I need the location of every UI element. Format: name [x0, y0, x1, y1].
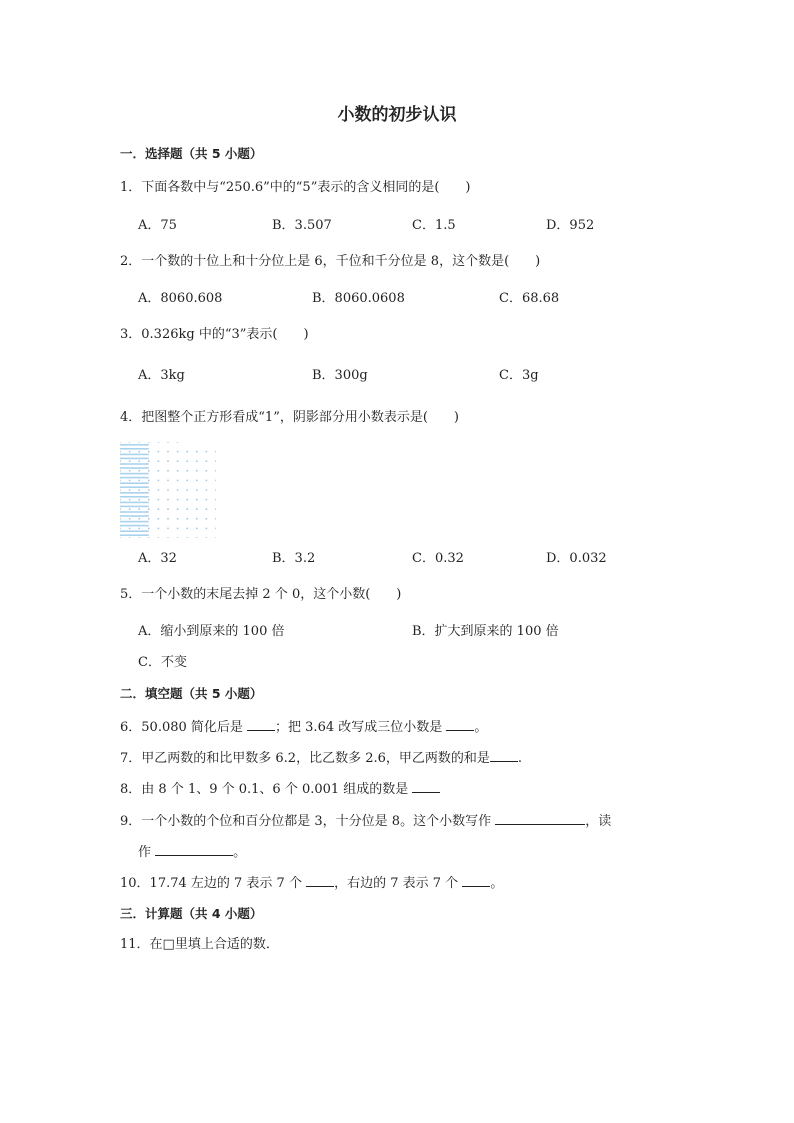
section-heading-calc: 三．计算题（共 4 小题）	[120, 906, 263, 921]
grid-dot	[177, 460, 179, 462]
grid-dot	[138, 508, 140, 510]
grid-dot	[158, 442, 160, 443]
grid-dot	[177, 499, 179, 501]
shaded-stripe	[120, 473, 149, 475]
q5-option-b[interactable]: B．扩大到原来的 100 倍	[412, 624, 559, 639]
grid-dot	[167, 480, 169, 482]
grid-dot	[177, 442, 179, 443]
grid-dot	[206, 499, 208, 501]
grid-dot	[158, 518, 160, 520]
grid-dot	[129, 480, 131, 482]
q9-blank-2[interactable]	[155, 843, 233, 856]
grid-dot	[177, 470, 179, 472]
grid-dot	[196, 460, 198, 462]
q2-option-c[interactable]: C．68.68	[499, 291, 560, 306]
question-2: 2．一个数的十位上和十分位上是 6，千位和千分位是 8，这个数是( )	[120, 254, 541, 269]
grid-dot	[196, 480, 198, 482]
grid-dot	[206, 537, 208, 538]
shaded-stripe	[120, 454, 149, 456]
grid-dot	[148, 499, 150, 501]
question-9	[120, 812, 611, 830]
grid-dot	[129, 499, 131, 501]
grid-dot	[177, 508, 179, 510]
grid-dot	[167, 537, 169, 538]
grid-dot	[186, 537, 188, 538]
shaded-stripe	[120, 492, 149, 494]
q10-blank-2[interactable]	[462, 874, 490, 887]
q10-text-c: 。	[490, 876, 504, 891]
grid-dot	[158, 480, 160, 482]
grid-dot	[177, 489, 179, 491]
q3-option-a[interactable]: A．3kg	[138, 368, 185, 383]
grid-dot	[120, 489, 121, 491]
grid-dot	[167, 470, 169, 472]
grid-dot	[215, 508, 216, 510]
grid-dot	[215, 470, 216, 472]
grid-dot	[167, 499, 169, 501]
q7-blank[interactable]	[490, 749, 518, 762]
question-8	[120, 780, 440, 798]
q10-text-a: 10．17.74 左边的 7 表示 7 个	[120, 876, 307, 891]
grid-dot	[206, 508, 208, 510]
grid-dot	[120, 537, 121, 538]
grid-dot	[138, 499, 140, 501]
grid-dot	[186, 480, 188, 482]
grid-dot	[148, 518, 150, 520]
grid-dot	[129, 451, 131, 453]
grid-dot	[120, 480, 121, 482]
section-heading-choice: 一．选择题（共 5 小题）	[120, 146, 263, 161]
grid-dot	[177, 451, 179, 453]
grid-dot	[158, 470, 160, 472]
q9-text-d: 。	[233, 845, 247, 860]
grid-dot	[186, 470, 188, 472]
grid-dot	[120, 451, 121, 453]
grid-dot	[206, 489, 208, 491]
q6-text-c: 。	[474, 720, 488, 735]
q4-option-c[interactable]: C．0.32	[412, 551, 464, 566]
grid-dot	[148, 470, 150, 472]
q10-blank-1[interactable]	[306, 874, 334, 887]
grid-dot	[158, 460, 160, 462]
grid-dot	[120, 442, 121, 443]
grid-dot	[196, 470, 198, 472]
shaded-stripe	[120, 525, 149, 527]
page-title: 小数的初步认识	[337, 105, 457, 125]
q9-text-a: 9．一个小数的个位和百分位都是 3，十分位是 8。这个小数写作	[120, 814, 496, 829]
q1-option-b[interactable]: B．3.507	[272, 218, 332, 233]
grid-dot	[215, 480, 216, 482]
q2-option-a[interactable]: A．8060.608	[138, 291, 223, 306]
grid-dot	[206, 528, 208, 530]
grid-dot	[206, 518, 208, 520]
shaded-stripe	[120, 448, 149, 450]
grid-dot	[186, 489, 188, 491]
grid-dot	[120, 499, 121, 501]
grid-dot	[167, 518, 169, 520]
shaded-stripe	[120, 467, 149, 469]
grid-dot	[148, 489, 150, 491]
grid-dot	[186, 518, 188, 520]
q2-option-b[interactable]: B．8060.0608	[312, 291, 405, 306]
grid-dot	[177, 537, 179, 538]
grid-dot	[138, 442, 140, 443]
grid-dot	[148, 451, 150, 453]
grid-dot	[120, 460, 121, 462]
q6-text-a: 6．50.080 简化后是	[120, 720, 248, 735]
shaded-stripe	[120, 511, 149, 513]
grid-dot	[215, 489, 216, 491]
q4-option-d[interactable]: D．0.032	[546, 551, 607, 566]
q9-text-c: 作	[138, 845, 156, 860]
grid-dot	[196, 489, 198, 491]
question-11: 11．在□里填上合适的数．	[120, 937, 279, 952]
shaded-stripe	[120, 502, 149, 504]
grid-dot	[186, 460, 188, 462]
grid-dot	[196, 499, 198, 501]
grid-dot	[186, 528, 188, 530]
question-1: 1．下面各数中与“250.6”中的“5”表示的含义相同的是( )	[120, 180, 471, 195]
q1-option-c[interactable]: C．1.5	[412, 218, 456, 233]
question-6	[120, 718, 487, 736]
shaded-stripe	[120, 463, 149, 465]
grid-dot	[177, 480, 179, 482]
shaded-stripe	[120, 530, 149, 532]
grid-dot	[167, 442, 169, 443]
grid-dot	[138, 480, 140, 482]
grid-dot	[186, 451, 188, 453]
grid-dot	[129, 489, 131, 491]
shaded-stripe	[120, 521, 149, 523]
grid-dot	[196, 528, 198, 530]
grid-dot	[215, 460, 216, 462]
grid-dot	[158, 508, 160, 510]
grid-dot	[158, 499, 160, 501]
q3-option-c[interactable]: C．3g	[499, 368, 539, 383]
grid-dot	[196, 451, 198, 453]
q1-option-a[interactable]: A．75	[138, 218, 177, 233]
grid-dot	[129, 518, 131, 520]
q8-blank[interactable]	[412, 780, 440, 793]
grid-dot	[120, 518, 121, 520]
q6-blank-1[interactable]	[247, 718, 275, 731]
grid-dot	[167, 460, 169, 462]
grid-dot	[177, 518, 179, 520]
q9-text-b: ，读	[585, 814, 612, 829]
grid-dot	[215, 499, 216, 501]
grid-dot	[215, 528, 216, 530]
shaded-stripe	[120, 477, 149, 479]
grid-dot	[206, 480, 208, 482]
grid-dot	[148, 537, 150, 538]
grid-dot	[148, 508, 150, 510]
question-9-continued	[138, 843, 246, 861]
grid-dot	[196, 508, 198, 510]
shaded-stripe	[120, 515, 149, 517]
shaded-stripe	[120, 482, 149, 484]
grid-dot	[138, 537, 140, 538]
grid-dot	[138, 489, 140, 491]
grid-dot	[167, 451, 169, 453]
grid-dot	[129, 528, 131, 530]
q6-text-b: ；把 3.64 改写成三位小数是	[275, 720, 447, 735]
grid-dot	[215, 518, 216, 520]
q7-text-a: 7．甲乙两数的和比甲数多 6.2，比乙数多 2.6，甲乙两数的和是	[120, 751, 490, 766]
grid-dot	[206, 470, 208, 472]
grid-dot	[138, 528, 140, 530]
grid-dot	[129, 460, 131, 462]
shaded-stripe	[120, 534, 149, 536]
shaded-square-figure	[120, 442, 216, 538]
grid-dot	[129, 442, 131, 443]
q7-text-b: .	[517, 751, 523, 766]
grid-dot	[138, 451, 140, 453]
hundred-grid-svg	[120, 442, 216, 538]
grid-dot	[186, 499, 188, 501]
grid-dot	[158, 537, 160, 538]
grid-dot	[138, 518, 140, 520]
grid-dot	[120, 528, 121, 530]
grid-dot	[158, 489, 160, 491]
question-10	[120, 874, 503, 892]
grid-dot	[215, 451, 216, 453]
q5-option-c[interactable]: C．不变	[138, 655, 187, 670]
grid-dot	[158, 528, 160, 530]
shaded-stripe	[120, 496, 149, 498]
grid-dot	[167, 528, 169, 530]
grid-dot	[148, 528, 150, 530]
grid-dot	[129, 508, 131, 510]
question-4: 4．把图整个正方形看成“1”，阴影部分用小数表示是( )	[120, 410, 459, 425]
grid-dot	[120, 508, 121, 510]
shaded-stripe	[120, 458, 149, 460]
q6-blank-2[interactable]	[446, 718, 474, 731]
grid-dot	[167, 508, 169, 510]
shaded-stripe	[120, 486, 149, 488]
grid-dot	[158, 451, 160, 453]
question-7	[120, 749, 522, 767]
grid-dot	[206, 451, 208, 453]
grid-dot	[148, 480, 150, 482]
q4-option-b[interactable]: B．3.2	[272, 551, 316, 566]
q3-option-b[interactable]: B．300g	[312, 368, 368, 383]
grid-dot	[186, 508, 188, 510]
grid-dot	[148, 460, 150, 462]
q10-text-b: ，右边的 7 表示 7 个	[334, 876, 463, 891]
section-heading-fill: 二．填空题（共 5 小题）	[120, 686, 263, 701]
q8-text-a: 8．由 8 个 1、9 个 0.1、6 个 0.001 组成的数是	[120, 782, 413, 797]
q9-blank-1[interactable]	[495, 812, 585, 825]
q4-option-a[interactable]: A．32	[138, 551, 177, 566]
grid-dot	[129, 537, 131, 538]
q1-option-d[interactable]: D．952	[546, 218, 595, 233]
grid-dot	[215, 537, 216, 538]
grid-dot	[177, 528, 179, 530]
question-5: 5．一个小数的末尾去掉 2 个 0，这个小数( )	[120, 587, 402, 602]
grid-dot	[196, 518, 198, 520]
shaded-stripe	[120, 444, 149, 446]
grid-dot	[129, 470, 131, 472]
grid-dot	[206, 460, 208, 462]
grid-dot	[138, 460, 140, 462]
grid-dot	[138, 470, 140, 472]
grid-dot	[167, 489, 169, 491]
q5-option-a[interactable]: A．缩小到原来的 100 倍	[138, 624, 285, 639]
grid-dot	[196, 537, 198, 538]
grid-dot	[148, 442, 150, 443]
shaded-stripe	[120, 506, 149, 508]
question-3: 3．0.326kg 中的“3”表示( )	[120, 327, 309, 342]
grid-dot	[120, 470, 121, 472]
